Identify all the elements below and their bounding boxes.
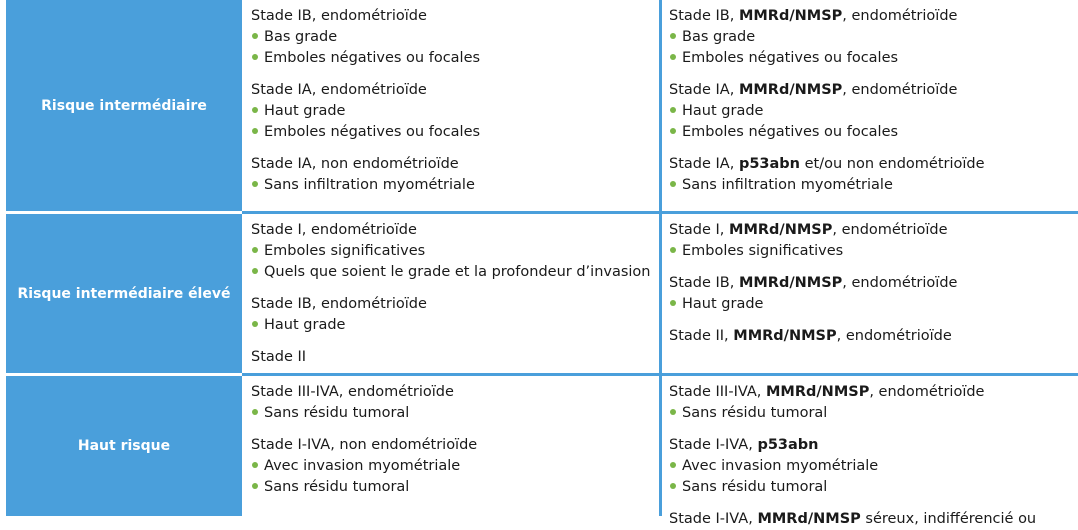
criteria-title: Stade IB, endométrioïde <box>251 296 427 312</box>
criteria-item: Haut grade <box>669 294 1078 315</box>
row-haut-risque <box>0 376 1078 527</box>
bullet-icon <box>670 54 676 60</box>
criteria-group <box>669 6 1078 69</box>
criteria-group <box>251 6 659 69</box>
criteria-title: Stade IB, MMRd/NMSP, endométrioïde <box>669 8 958 24</box>
criteria-title: Stade IA, p53abn et/ou non endométrioïde <box>669 156 985 172</box>
criteria-item: Bas grade <box>669 27 1078 48</box>
bullet-icon <box>670 483 676 489</box>
criteria-group <box>669 435 1078 498</box>
criteria-item: Avec invasion myométriale <box>669 456 1078 477</box>
criteria-title: Stade I-IVA, MMRd/NMSP séreux, indifférencié ou <box>669 511 1037 527</box>
criteria-title: Stade IA, endométrioïde <box>251 82 427 98</box>
criteria-group <box>669 326 1078 347</box>
bullet-icon <box>670 409 676 415</box>
criteria-group <box>669 382 1078 424</box>
criteria-item: Emboles significatives <box>251 241 659 262</box>
criteria-title: Stade I-IVA, non endométrioïde <box>251 437 478 453</box>
criteria-title: Stade III-IVA, endométrioïde <box>251 384 454 400</box>
column-divider <box>659 214 662 373</box>
criteria-title: Stade III-IVA, MMRd/NMSP, endométrioïde <box>669 384 985 400</box>
criteria-item: Sans infiltration myométriale <box>669 175 1078 196</box>
right-cell <box>669 0 1078 211</box>
bullet-icon <box>252 107 258 113</box>
bullet-icon <box>670 107 676 113</box>
criteria-group <box>669 273 1078 315</box>
row-risque-intermediaire-eleve <box>0 214 1078 373</box>
bullet-icon <box>252 54 258 60</box>
criteria-title: Stade IB, endométrioïde <box>251 8 427 24</box>
criteria-title: Stade I, endométrioïde <box>251 222 417 238</box>
bullet-icon <box>670 247 676 253</box>
criteria-item: Sans résidu tumoral <box>251 477 659 498</box>
criteria-group <box>251 80 659 143</box>
criteria-title: Stade IB, MMRd/NMSP, endométrioïde <box>669 275 958 291</box>
criteria-title: Stade IA, non endométrioïde <box>251 156 459 172</box>
column-divider <box>659 0 662 211</box>
criteria-item: Quels que soient le grade et la profondeur d’invasion <box>251 262 659 283</box>
bullet-icon <box>252 462 258 468</box>
bullet-icon <box>670 33 676 39</box>
bullet-icon <box>252 33 258 39</box>
criteria-item: Emboles significatives <box>669 241 1078 262</box>
bullet-icon <box>252 268 258 274</box>
criteria-group <box>669 220 1078 262</box>
criteria-group <box>251 154 659 196</box>
criteria-group <box>251 294 659 336</box>
bullet-icon <box>670 300 676 306</box>
criteria-item: Sans résidu tumoral <box>251 403 659 424</box>
criteria-group <box>251 435 659 498</box>
bullet-icon <box>252 247 258 253</box>
criteria-title: Stade II <box>251 349 307 365</box>
criteria-group <box>669 80 1078 143</box>
criteria-group <box>251 347 659 368</box>
criteria-title: Stade II, MMRd/NMSP, endométrioïde <box>669 328 952 344</box>
right-cell <box>669 376 1078 527</box>
row-header: Risque intermédiaire <box>6 0 242 211</box>
criteria-group <box>669 154 1078 196</box>
row-header: Haut risque <box>6 376 242 516</box>
criteria-item: Haut grade <box>251 101 659 122</box>
right-cell <box>669 214 1078 373</box>
bullet-icon <box>670 128 676 134</box>
column-divider <box>659 376 662 516</box>
criteria-title: Stade I-IVA, p53abn <box>669 437 819 453</box>
bullet-icon <box>252 409 258 415</box>
bullet-icon <box>252 181 258 187</box>
criteria-group <box>251 220 659 283</box>
criteria-item: Emboles négatives ou focales <box>251 48 659 69</box>
left-cell <box>251 376 659 516</box>
bullet-icon <box>670 462 676 468</box>
criteria-item: Emboles négatives ou focales <box>669 48 1078 69</box>
criteria-item: Avec invasion myométriale <box>251 456 659 477</box>
criteria-group <box>251 382 659 424</box>
bullet-icon <box>252 483 258 489</box>
criteria-item: Emboles négatives ou focales <box>669 122 1078 143</box>
criteria-item: Bas grade <box>251 27 659 48</box>
row-risque-intermediaire <box>0 0 1078 211</box>
criteria-title: Stade IA, MMRd/NMSP, endométrioïde <box>669 82 958 98</box>
criteria-item: Sans résidu tumoral <box>669 477 1078 498</box>
criteria-item: Haut grade <box>669 101 1078 122</box>
criteria-item: Emboles négatives ou focales <box>251 122 659 143</box>
criteria-item: Haut grade <box>251 315 659 336</box>
left-cell <box>251 214 659 373</box>
left-cell <box>251 0 659 211</box>
criteria-group <box>669 509 1078 530</box>
criteria-item: Sans infiltration myométriale <box>251 175 659 196</box>
criteria-item: Sans résidu tumoral <box>669 403 1078 424</box>
bullet-icon <box>252 128 258 134</box>
bullet-icon <box>252 321 258 327</box>
criteria-title: Stade I, MMRd/NMSP, endométrioïde <box>669 222 948 238</box>
row-header: Risque intermédiaire élevé <box>6 214 242 373</box>
bullet-icon <box>670 181 676 187</box>
